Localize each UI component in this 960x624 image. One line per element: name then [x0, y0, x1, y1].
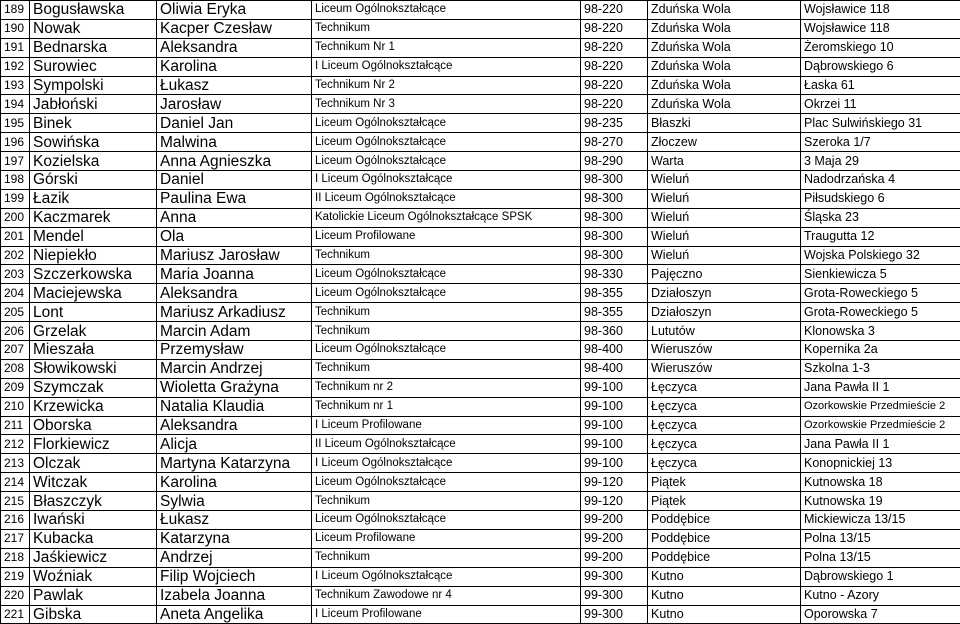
table-row: [1, 529, 960, 548]
city-cell: Łęczyca: [648, 416, 801, 435]
city-cell: Wieruszów: [648, 341, 801, 360]
first-name-cell: Aleksandra: [157, 38, 312, 57]
table-row: [1, 171, 960, 190]
postal-code-cell: 98-290: [581, 152, 648, 171]
surname-cell: Błaszczyk: [30, 492, 157, 511]
school-cell: Technikum: [312, 303, 581, 322]
surname-cell: Szymczak: [30, 378, 157, 397]
first-name-cell: Malwina: [157, 133, 312, 152]
surname-cell: Grzelak: [30, 322, 157, 341]
table-row: [1, 378, 960, 397]
school-cell: I Liceum Profilowane: [312, 605, 581, 624]
address-cell: 3 Maja 29: [801, 152, 960, 171]
surname-cell: Górski: [30, 171, 157, 190]
school-cell: I Liceum Ogólnokształcące: [312, 567, 581, 586]
postal-code-cell: 99-200: [581, 529, 648, 548]
city-cell: Błaszki: [648, 114, 801, 133]
postal-code-cell: 99-100: [581, 378, 648, 397]
address-cell: Kutnowska 18: [801, 473, 960, 492]
city-cell: Piątek: [648, 492, 801, 511]
row-number-cell: 213: [1, 454, 30, 473]
row-number-cell: 208: [1, 359, 30, 378]
address-cell: Łaska 61: [801, 76, 960, 95]
address-cell: Klonowska 3: [801, 322, 960, 341]
table-row: [1, 1, 960, 20]
row-number-cell: 196: [1, 133, 30, 152]
row-number-cell: 214: [1, 473, 30, 492]
postal-code-cell: 98-360: [581, 322, 648, 341]
first-name-cell: Oliwia Eryka: [157, 1, 312, 20]
city-cell: Łęczyca: [648, 397, 801, 416]
table-row: [1, 114, 960, 133]
row-number-cell: 217: [1, 529, 30, 548]
city-cell: Zduńska Wola: [648, 19, 801, 38]
surname-cell: Witczak: [30, 473, 157, 492]
row-number-cell: 190: [1, 19, 30, 38]
address-cell: Grota-Roweckiego 5: [801, 303, 960, 322]
school-cell: Technikum: [312, 246, 581, 265]
address-cell: Polna 13/15: [801, 529, 960, 548]
city-cell: Zduńska Wola: [648, 76, 801, 95]
city-cell: Kutno: [648, 605, 801, 624]
first-name-cell: Andrzej: [157, 548, 312, 567]
row-number-cell: 189: [1, 1, 30, 20]
postal-code-cell: 99-100: [581, 435, 648, 454]
table-row: [1, 473, 960, 492]
postal-code-cell: 99-120: [581, 473, 648, 492]
table-row: [1, 586, 960, 605]
surname-cell: Olczak: [30, 454, 157, 473]
first-name-cell: Aleksandra: [157, 284, 312, 303]
surname-cell: Lont: [30, 303, 157, 322]
postal-code-cell: 98-300: [581, 208, 648, 227]
row-number-cell: 201: [1, 227, 30, 246]
surname-cell: Jabłoński: [30, 95, 157, 114]
first-name-cell: Łukasz: [157, 76, 312, 95]
city-cell: Złoczew: [648, 133, 801, 152]
row-number-cell: 204: [1, 284, 30, 303]
row-number-cell: 211: [1, 416, 30, 435]
school-cell: Liceum Ogólnokształcące: [312, 114, 581, 133]
first-name-cell: Anna Agnieszka: [157, 152, 312, 171]
school-cell: Technikum nr 1: [312, 397, 581, 416]
postal-code-cell: 98-300: [581, 189, 648, 208]
row-number-cell: 195: [1, 114, 30, 133]
school-cell: Liceum Ogólnokształcące: [312, 152, 581, 171]
first-name-cell: Kacper Czesław: [157, 19, 312, 38]
address-cell: Polna 13/15: [801, 548, 960, 567]
first-name-cell: Jarosław: [157, 95, 312, 114]
table-row: [1, 246, 960, 265]
first-name-cell: Przemysław: [157, 341, 312, 360]
postal-code-cell: 98-400: [581, 359, 648, 378]
postal-code-cell: 99-100: [581, 416, 648, 435]
row-number-cell: 221: [1, 605, 30, 624]
first-name-cell: Daniel: [157, 171, 312, 190]
city-cell: Łęczyca: [648, 378, 801, 397]
table-row: [1, 284, 960, 303]
city-cell: Wieluń: [648, 189, 801, 208]
first-name-cell: Daniel Jan: [157, 114, 312, 133]
first-name-cell: Filip Wojciech: [157, 567, 312, 586]
table-row: [1, 322, 960, 341]
surname-cell: Woźniak: [30, 567, 157, 586]
surname-cell: Mieszała: [30, 341, 157, 360]
surname-cell: Mendel: [30, 227, 157, 246]
postal-code-cell: 98-235: [581, 114, 648, 133]
table-row: [1, 76, 960, 95]
table-row: [1, 19, 960, 38]
address-cell: Oporowska 7: [801, 605, 960, 624]
school-cell: Liceum Ogólnokształcące: [312, 341, 581, 360]
table-row: [1, 227, 960, 246]
first-name-cell: Izabela Joanna: [157, 586, 312, 605]
city-cell: Poddębice: [648, 529, 801, 548]
row-number-cell: 216: [1, 511, 30, 530]
first-name-cell: Alicja: [157, 435, 312, 454]
first-name-cell: Maria Joanna: [157, 265, 312, 284]
surname-cell: Binek: [30, 114, 157, 133]
address-cell: Szeroka 1/7: [801, 133, 960, 152]
row-number-cell: 215: [1, 492, 30, 511]
address-cell: Nadodrzańska 4: [801, 171, 960, 190]
postal-code-cell: 99-300: [581, 586, 648, 605]
first-name-cell: Martyna Katarzyna: [157, 454, 312, 473]
school-cell: Liceum Ogólnokształcące: [312, 265, 581, 284]
address-cell: Kopernika 2a: [801, 341, 960, 360]
table-row: [1, 567, 960, 586]
first-name-cell: Anna: [157, 208, 312, 227]
table-row: [1, 416, 960, 435]
surname-cell: Niepiekło: [30, 246, 157, 265]
address-cell: Grota-Roweckiego 5: [801, 284, 960, 303]
postal-code-cell: 99-100: [581, 397, 648, 416]
school-cell: Technikum nr 2: [312, 378, 581, 397]
address-cell: Kutnowska 19: [801, 492, 960, 511]
school-cell: Katolickie Liceum Ogólnokształcące SPSK: [312, 208, 581, 227]
school-cell: Technikum Nr 1: [312, 38, 581, 57]
school-cell: Technikum: [312, 322, 581, 341]
row-number-cell: 205: [1, 303, 30, 322]
table-row: [1, 435, 960, 454]
table-row: [1, 548, 960, 567]
table-row: [1, 605, 960, 624]
school-cell: Liceum Ogólnokształcące: [312, 284, 581, 303]
row-number-cell: 200: [1, 208, 30, 227]
address-cell: Mickiewicza 13/15: [801, 511, 960, 530]
table-row: [1, 511, 960, 530]
postal-code-cell: 98-300: [581, 227, 648, 246]
school-cell: Liceum Ogólnokształcące: [312, 1, 581, 20]
address-cell: Okrzei 11: [801, 95, 960, 114]
first-name-cell: Wioletta Grażyna: [157, 378, 312, 397]
row-number-cell: 203: [1, 265, 30, 284]
row-number-cell: 219: [1, 567, 30, 586]
address-cell: Szkolna 1-3: [801, 359, 960, 378]
school-cell: Technikum Zawodowe nr 4: [312, 586, 581, 605]
row-number-cell: 194: [1, 95, 30, 114]
table-row: [1, 341, 960, 360]
postal-code-cell: 99-120: [581, 492, 648, 511]
city-cell: Piątek: [648, 473, 801, 492]
first-name-cell: Karolina: [157, 473, 312, 492]
surname-cell: Sympolski: [30, 76, 157, 95]
first-name-cell: Marcin Andrzej: [157, 359, 312, 378]
address-cell: Traugutta 12: [801, 227, 960, 246]
row-number-cell: 198: [1, 171, 30, 190]
surname-cell: Pawlak: [30, 586, 157, 605]
table-row: [1, 189, 960, 208]
school-cell: Technikum Nr 3: [312, 95, 581, 114]
address-cell: Wojsławice 118: [801, 1, 960, 20]
first-name-cell: Paulina Ewa: [157, 189, 312, 208]
postal-code-cell: 98-300: [581, 171, 648, 190]
surname-cell: Iwański: [30, 511, 157, 530]
surname-cell: Gibska: [30, 605, 157, 624]
city-cell: Poddębice: [648, 511, 801, 530]
first-name-cell: Karolina: [157, 57, 312, 76]
postal-code-cell: 99-300: [581, 567, 648, 586]
school-cell: Liceum Ogólnokształcące: [312, 473, 581, 492]
postal-code-cell: 98-220: [581, 95, 648, 114]
school-cell: Liceum Profilowane: [312, 529, 581, 548]
address-cell: Ozorkowskie Przedmieście 2: [801, 397, 960, 416]
city-cell: Zduńska Wola: [648, 95, 801, 114]
postal-code-cell: 99-200: [581, 548, 648, 567]
address-cell: Piłsudskiego 6: [801, 189, 960, 208]
address-cell: Konopnickiej 13: [801, 454, 960, 473]
row-number-cell: 192: [1, 57, 30, 76]
surname-cell: Kozielska: [30, 152, 157, 171]
school-cell: I Liceum Ogólnokształcące: [312, 454, 581, 473]
postal-code-cell: 98-355: [581, 303, 648, 322]
city-cell: Wieluń: [648, 171, 801, 190]
surname-cell: Bednarska: [30, 38, 157, 57]
row-number-cell: 199: [1, 189, 30, 208]
surname-cell: Maciejewska: [30, 284, 157, 303]
row-number-cell: 209: [1, 378, 30, 397]
city-cell: Wieluń: [648, 208, 801, 227]
table-body: [1, 1, 960, 624]
table-row: [1, 359, 960, 378]
table-row: [1, 57, 960, 76]
school-cell: Technikum: [312, 19, 581, 38]
address-cell: Dąbrowskiego 6: [801, 57, 960, 76]
city-cell: Kutno: [648, 586, 801, 605]
city-cell: Działoszyn: [648, 284, 801, 303]
city-cell: Wieluń: [648, 227, 801, 246]
postal-code-cell: 99-200: [581, 511, 648, 530]
table-row: [1, 95, 960, 114]
address-cell: Sienkiewicza 5: [801, 265, 960, 284]
table-row: [1, 397, 960, 416]
first-name-cell: Ola: [157, 227, 312, 246]
school-cell: Technikum: [312, 548, 581, 567]
address-cell: Żeromskiego 10: [801, 38, 960, 57]
row-number-cell: 207: [1, 341, 30, 360]
address-cell: Jana Pawła II 1: [801, 435, 960, 454]
city-cell: Łęczyca: [648, 435, 801, 454]
table-row: [1, 152, 960, 171]
school-cell: Technikum: [312, 492, 581, 511]
city-cell: Wieluń: [648, 246, 801, 265]
city-cell: Lututów: [648, 322, 801, 341]
school-cell: II Liceum Ogólnokształcące: [312, 435, 581, 454]
table-row: [1, 492, 960, 511]
surname-cell: Nowak: [30, 19, 157, 38]
table-row: [1, 454, 960, 473]
address-cell: Jana Pawła II 1: [801, 378, 960, 397]
first-name-cell: Natalia Klaudia: [157, 397, 312, 416]
postal-code-cell: 98-300: [581, 246, 648, 265]
school-cell: I Liceum Ogólnokształcące: [312, 171, 581, 190]
postal-code-cell: 98-220: [581, 38, 648, 57]
first-name-cell: Sylwia: [157, 492, 312, 511]
table-row: [1, 303, 960, 322]
row-number-cell: 206: [1, 322, 30, 341]
table-row: [1, 265, 960, 284]
postal-code-cell: 98-400: [581, 341, 648, 360]
row-number-cell: 191: [1, 38, 30, 57]
school-cell: I Liceum Ogólnokształcące: [312, 57, 581, 76]
address-cell: Plac Sulwińskiego 31: [801, 114, 960, 133]
row-number-cell: 197: [1, 152, 30, 171]
surname-cell: Oborska: [30, 416, 157, 435]
surname-cell: Łazik: [30, 189, 157, 208]
city-cell: Pajęczno: [648, 265, 801, 284]
address-cell: Dąbrowskiego 1: [801, 567, 960, 586]
surname-cell: Krzewicka: [30, 397, 157, 416]
school-cell: Liceum Ogólnokształcące: [312, 133, 581, 152]
city-cell: Działoszyn: [648, 303, 801, 322]
first-name-cell: Łukasz: [157, 511, 312, 530]
table-row: [1, 208, 960, 227]
address-cell: Śląska 23: [801, 208, 960, 227]
surname-cell: Kubacka: [30, 529, 157, 548]
row-number-cell: 202: [1, 246, 30, 265]
postal-code-cell: 98-220: [581, 19, 648, 38]
table-row: [1, 38, 960, 57]
first-name-cell: Aneta Angelika: [157, 605, 312, 624]
city-cell: Poddębice: [648, 548, 801, 567]
table-row: [1, 133, 960, 152]
row-number-cell: 220: [1, 586, 30, 605]
school-cell: I Liceum Profilowane: [312, 416, 581, 435]
postal-code-cell: 98-220: [581, 57, 648, 76]
school-cell: Technikum: [312, 359, 581, 378]
school-cell: Liceum Profilowane: [312, 227, 581, 246]
row-number-cell: 193: [1, 76, 30, 95]
first-name-cell: Mariusz Jarosław: [157, 246, 312, 265]
surname-cell: Kaczmarek: [30, 208, 157, 227]
city-cell: Zduńska Wola: [648, 57, 801, 76]
first-name-cell: Katarzyna: [157, 529, 312, 548]
school-cell: II Liceum Ogólnokształcące: [312, 189, 581, 208]
surname-cell: Słowikowski: [30, 359, 157, 378]
surname-cell: Sowińska: [30, 133, 157, 152]
surname-cell: Szczerkowska: [30, 265, 157, 284]
address-cell: Ozorkowskie Przedmieście 2: [801, 416, 960, 435]
postal-code-cell: 98-220: [581, 1, 648, 20]
school-cell: Technikum Nr 2: [312, 76, 581, 95]
row-number-cell: 210: [1, 397, 30, 416]
city-cell: Łęczyca: [648, 454, 801, 473]
postal-code-cell: 98-355: [581, 284, 648, 303]
postal-code-cell: 98-330: [581, 265, 648, 284]
postal-code-cell: 99-300: [581, 605, 648, 624]
city-cell: Zduńska Wola: [648, 38, 801, 57]
school-cell: Liceum Ogólnokształcące: [312, 511, 581, 530]
postal-code-cell: 98-270: [581, 133, 648, 152]
surname-cell: Florkiewicz: [30, 435, 157, 454]
first-name-cell: Aleksandra: [157, 416, 312, 435]
city-cell: Kutno: [648, 567, 801, 586]
surname-cell: Surowiec: [30, 57, 157, 76]
row-number-cell: 218: [1, 548, 30, 567]
address-cell: Kutno - Azory: [801, 586, 960, 605]
first-name-cell: Mariusz Arkadiusz: [157, 303, 312, 322]
row-number-cell: 212: [1, 435, 30, 454]
postal-code-cell: 99-100: [581, 454, 648, 473]
surname-cell: Jaśkiewicz: [30, 548, 157, 567]
address-cell: Wojska Polskiego 32: [801, 246, 960, 265]
city-cell: Zduńska Wola: [648, 1, 801, 20]
postal-code-cell: 98-220: [581, 76, 648, 95]
surname-cell: Bogusławska: [30, 1, 157, 20]
address-cell: Wojsławice 118: [801, 19, 960, 38]
first-name-cell: Marcin Adam: [157, 322, 312, 341]
city-cell: Warta: [648, 152, 801, 171]
city-cell: Wieruszów: [648, 359, 801, 378]
